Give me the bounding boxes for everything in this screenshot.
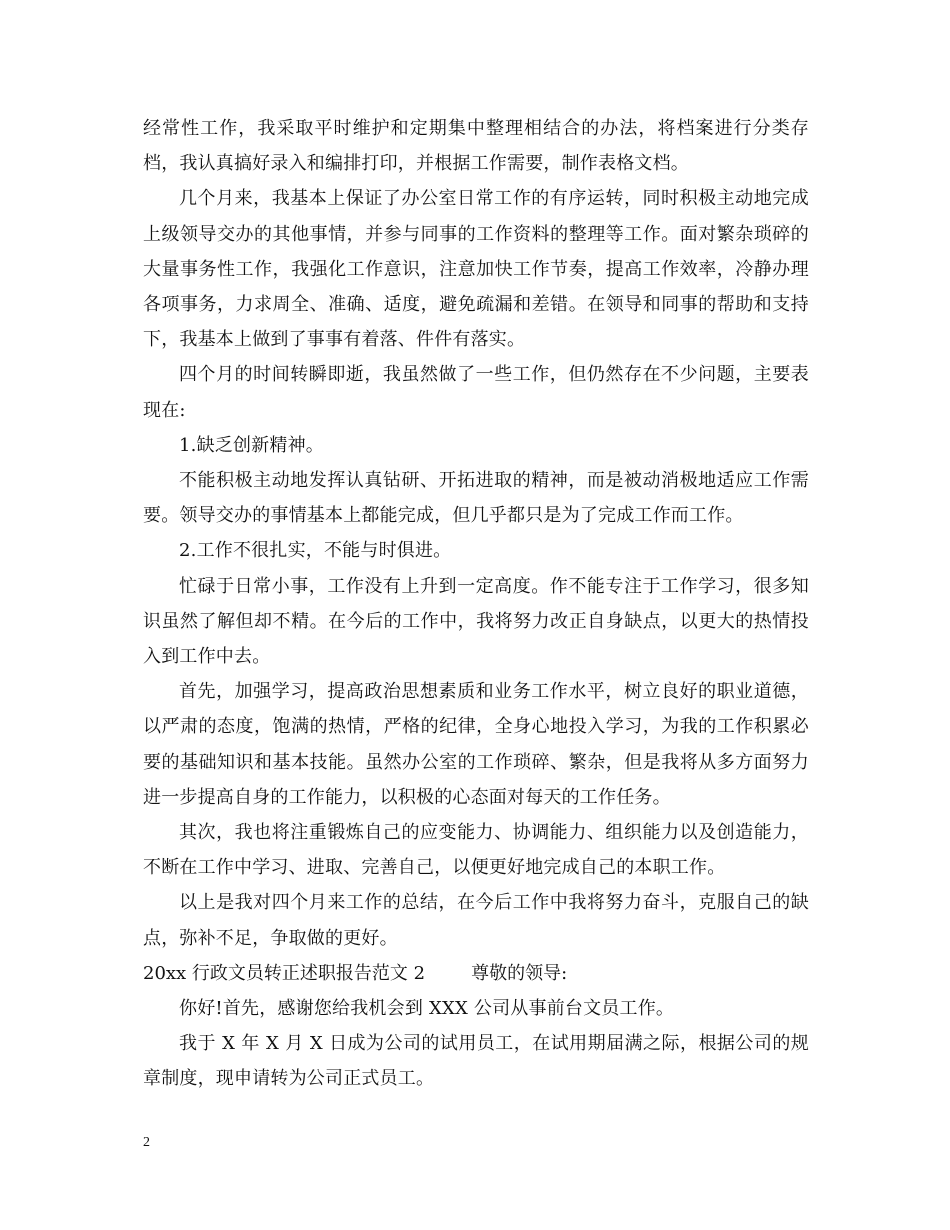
paragraph: 以上是我对四个月来工作的总结，在今后工作中我将努力奋斗，克服自己的缺点，弥补不足，争取做的更好。 — [143, 892, 809, 949]
section-heading-line — [143, 956, 809, 991]
paragraph: 四个月的时间转瞬即逝，我虽然做了一些工作，但仍然存在不少问题，主要表现在: — [143, 364, 809, 421]
section-title: 20xx 行政文员转正述职报告范文 2 — [143, 962, 426, 984]
paragraph: 经常性工作，我采取平时维护和定期集中整理相结合的办法，将档案进行分类存档，我认真搞好录入和编排打印，并根据工作需要，制作表格文档。 — [143, 118, 809, 175]
paragraph: 我于 X 年 X 月 X 日成为公司的试用员工，在试用期届满之际，根据公司的规章制度，现申请转为公司正式员工。 — [143, 1033, 809, 1090]
body-paragraphs — [143, 111, 809, 956]
paragraph: 首先，加强学习，提高政治思想素质和业务工作水平，树立良好的职业道德，以严肃的态度，饱满的热情，严格的纪律，全身心地投入学习，为我的工作积累必要的基础知识和基本技能。虽然办公室的工作琐碎、繁杂，但是我将从多方面努力进一步提高自身的工作能力，以积极的心态面对每天的工作任务。 — [143, 681, 809, 808]
list-item-heading: 1.缺乏创新精神。 — [179, 434, 324, 456]
list-item-heading: 2.工作不很扎实，不能与时俱进。 — [179, 540, 452, 562]
paragraph: 你好!首先，感谢您给我机会到 XXX 公司从事前台文员工作。 — [179, 998, 675, 1020]
paragraph: 不能积极主动地发挥认真钻研、开拓进取的精神，而是被动消极地适应工作需要。领导交办的事情基本上都能完成，但几乎都只是为了完成工作而工作。 — [143, 470, 809, 527]
document-page — [143, 111, 809, 1097]
salutation: 尊敬的领导: — [471, 962, 568, 984]
paragraph: 几个月来，我基本上保证了办公室日常工作的有序运转，同时积极主动地完成上级领导交办的其他事情，并参与同事的工作资料的整理等工作。面对繁杂琐碎的大量事务性工作，我强化工作意识，注意加快工作节奏，提高工作效率，冷静办理各项事务，力求周全、准确、适度，避免疏漏和差错。在领导和同事的帮助和支持下，我基本上做到了事事有着落、件件有落实。 — [143, 188, 809, 351]
paragraph: 忙碌于日常小事，工作没有上升到一定高度。作不能专注于工作学习，很多知识虽然了解但却不精。在今后的工作中，我将努力改正自身缺点，以更大的热情投入到工作中去。 — [143, 575, 809, 668]
letter-paragraphs — [143, 991, 809, 1097]
page-number: 2 — [143, 1135, 150, 1150]
paragraph: 其次，我也将注重锻炼自己的应变能力、协调能力、组织能力以及创造能力，不断在工作中学习、进取、完善自己，以便更好地完成自己的本职工作。 — [143, 822, 809, 879]
